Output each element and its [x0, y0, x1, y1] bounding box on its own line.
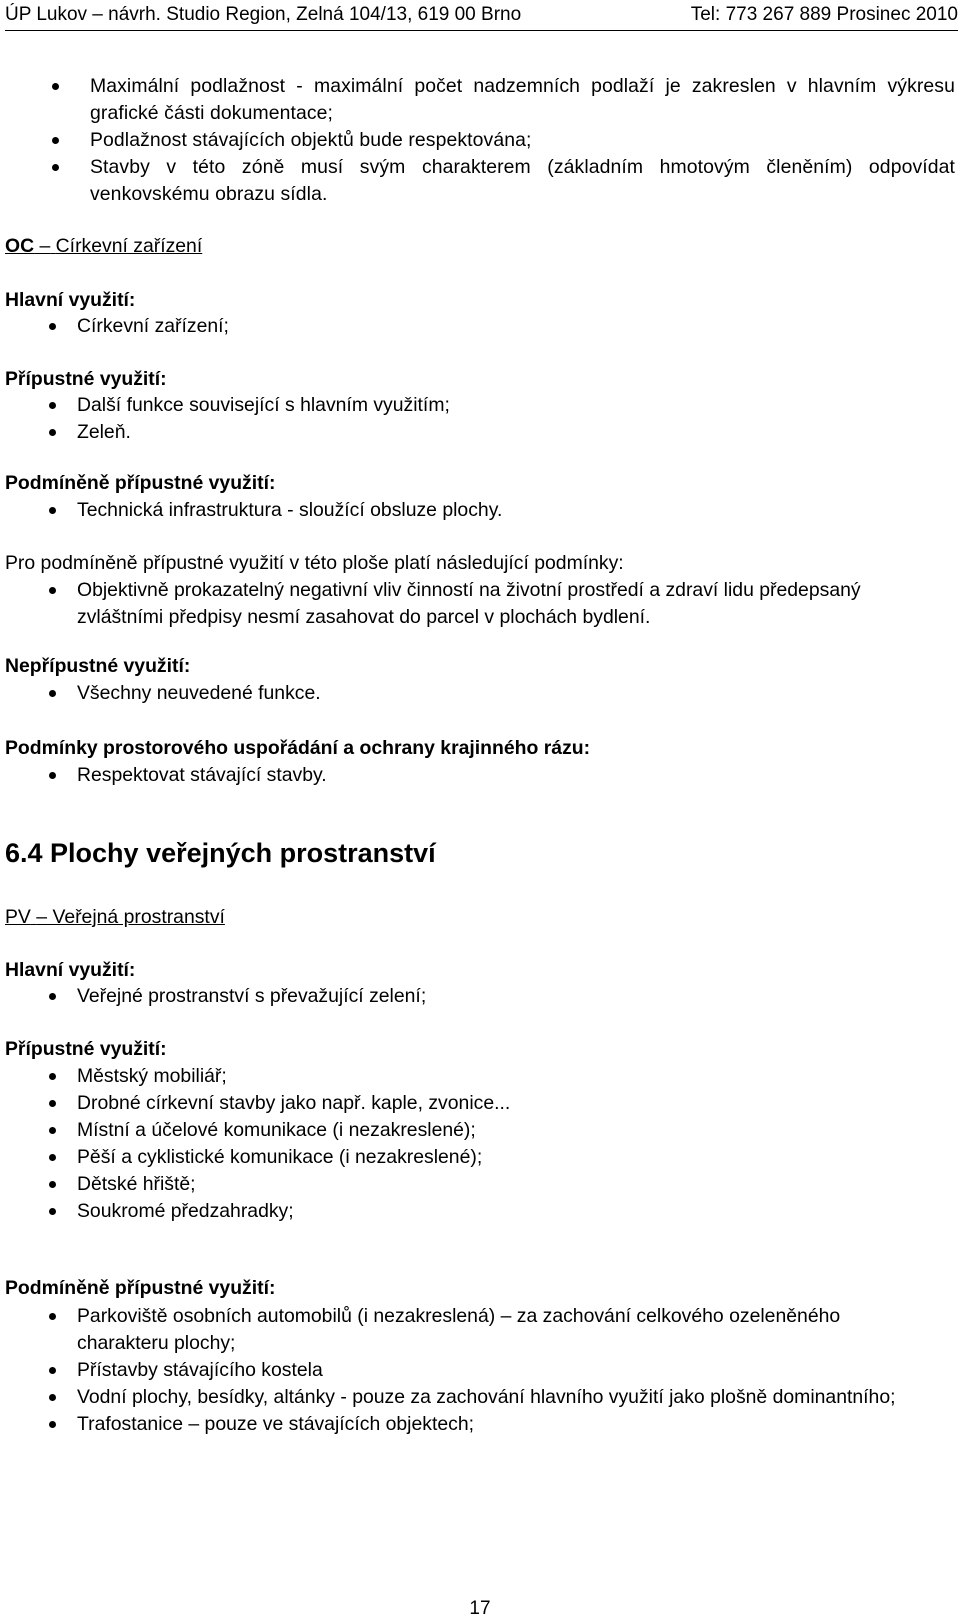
list-item: Drobné církevní stavby jako např. kaple, zvonice... [5, 1090, 955, 1117]
list-item: Objektivně prokazatelný negativní vliv činností na životní prostředí a zdraví lidu předepsaný zvláštními předpisy nesmí zasahovat do parcel v plochách bydlení. [5, 577, 955, 631]
list-item: Parkoviště osobních automobilů (i nezakreslená) – za zachování celkového ozeleněného charakteru plochy; [5, 1303, 955, 1357]
list-item: Respektovat stávající stavby. [5, 762, 955, 789]
list-item: Maximální podlažnost - maximální počet nadzemních podlaží je zakreslen v hlavním výkresu grafické části dokumentace; [5, 73, 955, 127]
oc-conditions-list [5, 577, 955, 631]
list-item: Veřejné prostranství s převažující zelení; [5, 983, 955, 1010]
oc-main-use-heading: Hlavní využití: [5, 289, 136, 311]
page-header [5, 2, 958, 31]
pv-title: Veřejná prostranství [52, 906, 225, 928]
list-item: Přístavby stávajícího kostela [5, 1357, 955, 1384]
list-item: Dětské hřiště; [5, 1171, 955, 1198]
oc-conditional-use-heading: Podmíněně přípustné využití: [5, 472, 276, 494]
oc-code: OC [5, 235, 35, 257]
oc-forbidden-use-list [5, 680, 955, 707]
pv-conditional-use-heading: Podmíněně přípustné využití: [5, 1277, 276, 1299]
section-heading: 6.4 Plochy veřejných prostranství [5, 838, 436, 868]
list-item: Místní a účelové komunikace (i nezakreslené); [5, 1117, 955, 1144]
list-item: Městský mobiliář; [5, 1063, 955, 1090]
oc-section-title [5, 233, 955, 259]
oc-conditions-text: Pro podmíněně přípustné využití v této ploše platí následující podmínky: [5, 552, 624, 574]
list-item: Podlažnost stávajících objektů bude respektována; [5, 127, 955, 154]
list-item: Zeleň. [5, 419, 955, 446]
header-right-text: Tel: 773 267 889 Prosinec 2010 [690, 4, 958, 25]
pv-main-use-list [5, 983, 955, 1010]
list-item: Technická infrastruktura - sloužící obsluze plochy. [5, 497, 955, 524]
oc-forbidden-use-heading: Nepřípustné využití: [5, 655, 191, 677]
pv-dash: – [36, 906, 48, 928]
list-item: Pěší a cyklistické komunikace (i nezakreslené); [5, 1144, 955, 1171]
header-left-text: ÚP Lukov – návrh. Studio Region, Zelná 104/13, 619 00 Brno [5, 4, 522, 25]
pv-code: PV [5, 906, 31, 928]
list-item: Další funkce související s hlavním využitím; [5, 392, 955, 419]
pv-allowed-use-list [5, 1063, 955, 1225]
oc-title: Církevní zařízení [55, 235, 203, 257]
oc-dash: – [39, 235, 51, 257]
oc-conditional-use-list [5, 497, 955, 524]
list-item: Trafostanice – pouze ve stávajících objektech; [5, 1411, 955, 1438]
pv-allowed-use-heading: Přípustné využití: [5, 1038, 167, 1060]
page-number: 17 [469, 1598, 491, 1619]
oc-allowed-use-heading: Přípustné využití: [5, 368, 167, 390]
pv-conditional-use-list [5, 1303, 955, 1438]
list-item: Vodní plochy, besídky, altánky - pouze za zachování hlavního využití jako plošně dominantního; [5, 1384, 955, 1411]
list-item: Všechny neuvedené funkce. [5, 680, 955, 707]
oc-main-use-list [5, 313, 955, 340]
pv-main-use-heading: Hlavní využití: [5, 959, 136, 981]
list-item: Církevní zařízení; [5, 313, 955, 340]
oc-spatial-conditions-heading: Podmínky prostorového uspořádání a ochrany krajinného rázu: [5, 737, 591, 759]
pv-section-title [5, 904, 955, 930]
oc-allowed-use-list [5, 392, 955, 446]
oc-spatial-conditions-list [5, 762, 955, 789]
list-item: Stavby v této zóně musí svým charakterem (základním hmotovým členěním) odpovídat venkovskému obrazu sídla. [5, 154, 955, 208]
list-item: Soukromé předzahradky; [5, 1198, 955, 1225]
intro-bullet-list [5, 73, 955, 208]
